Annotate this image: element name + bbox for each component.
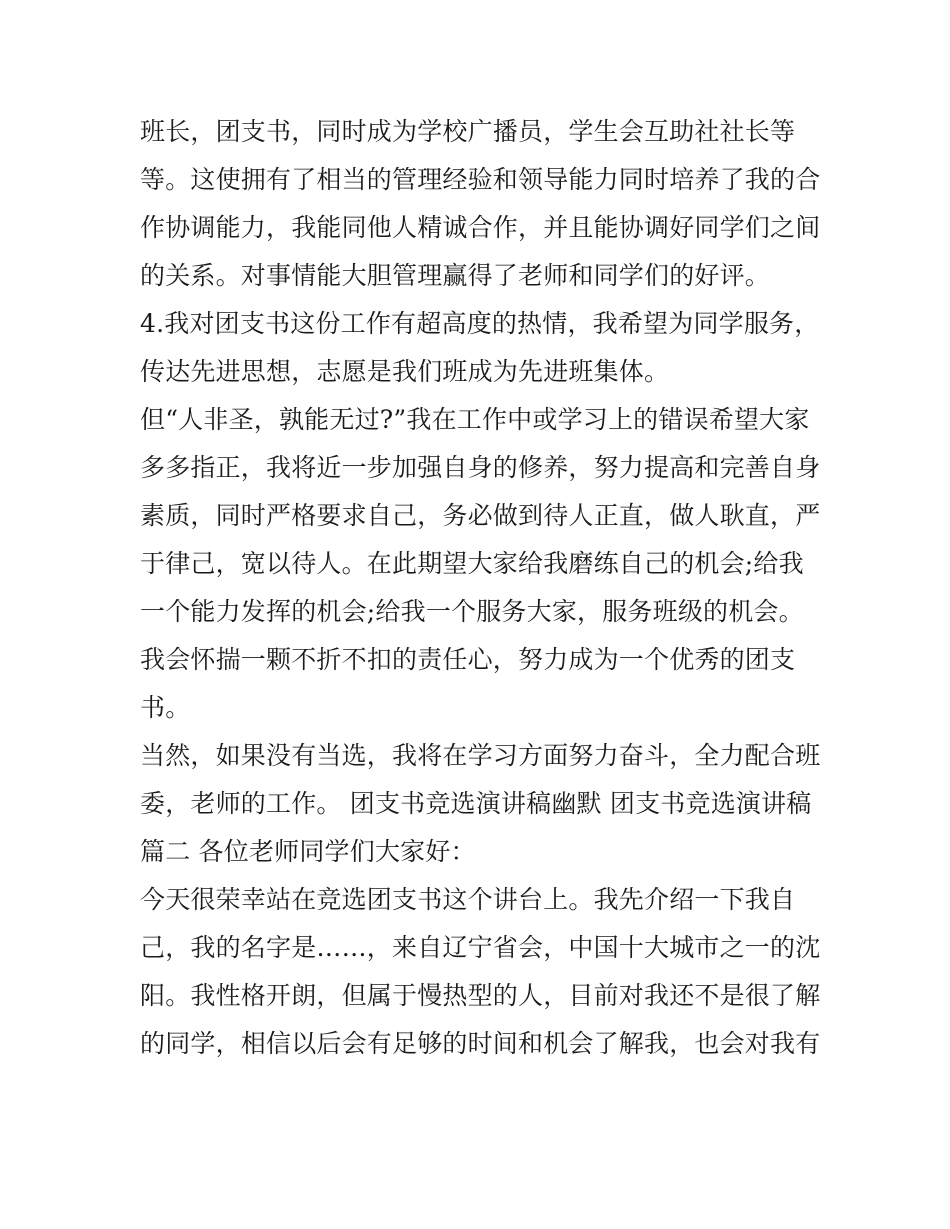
text-line: 但“人非圣，孰能无过?”我在工作中或学习上的错误希望大家 — [140, 405, 810, 434]
text-line: 书。 — [140, 693, 191, 722]
text-line: 作协调能力，我能同他人精诚合作，并且能协调好同学们之间 — [140, 213, 821, 242]
text-line: 的关系。对事情能大胆管理赢得了老师和同学们的好评。 — [140, 261, 771, 290]
text-line: 班长，团支书，同时成为学校广播员，学生会互助社社长等 — [140, 117, 796, 146]
text-line: 阳。我性格开朗，但属于慢热型的人，目前对我还不是很了解 — [140, 981, 821, 1010]
text-line: 委，老师的工作。 团支书竞选演讲稿幽默 团支书竞选演讲稿 — [140, 789, 812, 818]
text-line: 4.我对团支书这份工作有超高度的热情，我希望为同学服务， — [140, 309, 820, 338]
document-body — [140, 108, 820, 1068]
text-line: 的同学，相信以后会有足够的时间和机会了解我，也会对我有 — [140, 1029, 821, 1058]
text-line: 今天很荣幸站在竞选团支书这个讲台上。我先介绍一下我自 — [140, 885, 796, 914]
text-line: 篇二 各位老师同学们大家好： — [140, 837, 476, 866]
text-line: 多多指正，我将近一步加强自身的修养，努力提高和完善自身 — [140, 453, 821, 482]
text-line: 一个能力发挥的机会;给我一个服务大家，服务班级的机会。 — [140, 597, 804, 626]
text-line: 我会怀揣一颗不折不扣的责任心，努力成为一个优秀的团支 — [140, 645, 796, 674]
text-line: 于律己，宽以待人。在此期望大家给我磨练自己的机会;给我 — [140, 549, 804, 578]
text-line: 素质，同时严格要求自己，务必做到待人正直，做人耿直，严 — [140, 501, 821, 530]
text-line: 己，我的名字是……，来自辽宁省会，中国十大城市之一的沈 — [140, 933, 821, 962]
text-line: 等。这使拥有了相当的管理经验和领导能力同时培养了我的合 — [140, 165, 821, 194]
text-line: 传达先进思想，志愿是我们班成为先进班集体。 — [140, 357, 670, 386]
text-line: 当然，如果没有当选，我将在学习方面努力奋斗，全力配合班 — [140, 741, 821, 770]
